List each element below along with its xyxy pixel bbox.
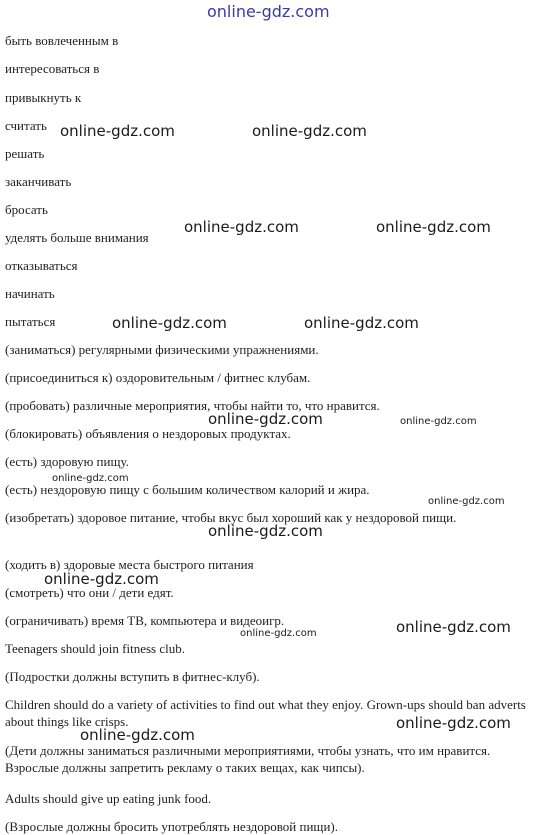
text-line: (есть) нездоровую пищу с большим количеством калорий и жира.	[5, 482, 370, 497]
text-line: (Дети должны заниматься различными мероприятиями, чтобы узнать, что им нравится. Взрослые должны запретить рекламу о таких вещах, как чипсы).	[5, 743, 491, 775]
text-line: (ходить в) здоровые места быстрого питания	[5, 557, 254, 572]
text-line: Adults should give up eating junk food.	[5, 791, 212, 806]
text-line: заканчивать	[5, 174, 72, 189]
text-line: интересоваться в	[5, 61, 100, 76]
text-line: (блокировать) объявления о нездоровых продуктах.	[5, 426, 291, 441]
text-line: привыкнуть к	[5, 90, 82, 105]
text-line: (есть) здоровую пищу.	[5, 454, 129, 469]
text-line: начинать	[5, 286, 55, 301]
text-line: (ограничивать) время ТВ, компьютера и видеоигр.	[5, 613, 285, 628]
text-line: (заниматься) регулярными физическими упражнениями.	[5, 342, 319, 357]
watermark: online-gdz.com	[208, 522, 323, 540]
watermark: online-gdz.com	[80, 726, 195, 744]
watermark: online-gdz.com	[252, 122, 367, 140]
text-line: (Подростки должны вступить в фитнес-клуб).	[5, 669, 260, 684]
text-line: (пробовать) различные мероприятия, чтобы найти то, что нравится.	[5, 398, 380, 413]
watermark: online-gdz.com	[400, 416, 477, 427]
watermark: online-gdz.com	[184, 218, 299, 236]
watermark: online-gdz.com	[44, 570, 159, 588]
watermark: online-gdz.com	[112, 314, 227, 332]
text-line: пытаться	[5, 314, 56, 329]
text-line: Children should do a variety of activities to find out what they enjoy. Grown-ups should ban adverts about things like crisps.	[5, 697, 526, 729]
text-line: бросать	[5, 202, 48, 217]
text-line: отказываться	[5, 258, 78, 273]
text-line: быть вовлеченным в	[5, 33, 119, 48]
watermark: online-gdz.com	[428, 496, 505, 507]
watermark: online-gdz.com	[60, 122, 175, 140]
watermark: online-gdz.com	[240, 628, 317, 639]
text-line: решать	[5, 146, 45, 161]
text-line: (присоединиться к) оздоровительным / фитнес клубам.	[5, 370, 311, 385]
watermark-top: online-gdz.com	[207, 2, 330, 21]
text-line: (смотреть) что они / дети едят.	[5, 585, 174, 600]
watermark: online-gdz.com	[396, 618, 511, 636]
text-line: Teenagers should join fitness club.	[5, 641, 185, 656]
watermark: online-gdz.com	[376, 218, 491, 236]
watermark: online-gdz.com	[52, 473, 129, 484]
watermark: online-gdz.com	[208, 410, 323, 428]
watermark: online-gdz.com	[396, 714, 511, 732]
text-line: считать	[5, 118, 47, 133]
watermark: online-gdz.com	[304, 314, 419, 332]
text-line: (изобретать) здоровое питание, чтобы вкус был хороший как у нездоровой пищи.	[5, 510, 457, 525]
text-line: (Взрослые должны бросить употреблять нездоровой пищи).	[5, 819, 338, 834]
text-line: уделять больше внимания	[5, 230, 149, 245]
